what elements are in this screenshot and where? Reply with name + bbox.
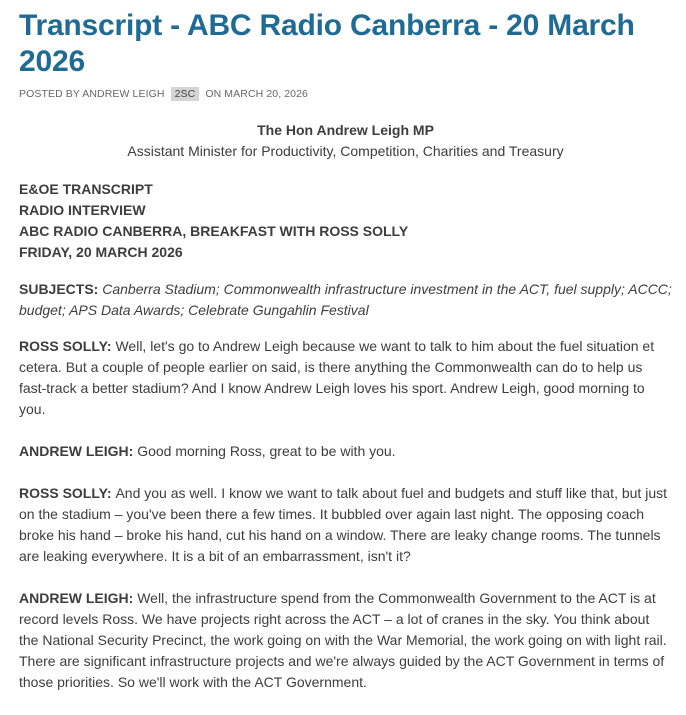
paragraph-text: Well, the infrastructure spend from the Commonwealth Government to the ACT is at record levels Ross. We have projects right across the ACT – a lot of cranes in the sky. You think about the National Security Precinct, the work going on with the War Memorial, the work going on with light rail. There are significant infrastructure projects and we're always guided by the ACT Government in terms of those priorities. So we'll work with the ACT Government. — [19, 590, 667, 690]
subjects-label: SUBJECTS: — [19, 281, 103, 297]
speaker-label: ANDREW LEIGH: — [19, 443, 138, 459]
header-line: ABC RADIO CANBERRA, BREAKFAST WITH ROSS SOLLY — [19, 223, 409, 239]
category-tag[interactable]: 2SC — [171, 87, 200, 101]
transcript-paragraph — [19, 588, 672, 693]
paragraph-text: Well, let's go to Andrew Leigh because we want to talk to him about the fuel situation et cetera. But a couple of people earlier on said, is there anything the Commonwealth can do to help us fast-track a better stadium? And I know Andrew Leigh loves his sport. Andrew Leigh, good morning to you. — [19, 338, 655, 417]
transcript-header — [19, 179, 672, 263]
header-line: RADIO INTERVIEW — [19, 202, 146, 218]
subjects — [19, 279, 672, 321]
speaker-label: ROSS SOLLY: — [19, 485, 116, 501]
post-date: ON MARCH 20, 2026 — [205, 88, 308, 100]
speaker-label: ANDREW LEIGH: — [19, 590, 138, 606]
transcript-paragraph — [19, 336, 672, 420]
speaker-label: ROSS SOLLY: — [19, 338, 116, 354]
minister-block — [19, 120, 672, 162]
subjects-text: Canberra Stadium; Commonwealth infrastructure investment in the ACT, fuel supply; ACCC; budget; APS Data Awards; Celebrate Gungahlin Festival — [19, 281, 672, 318]
header-line: E&OE TRANSCRIPT — [19, 181, 153, 197]
minister-name: The Hon Andrew Leigh MP — [257, 122, 434, 138]
minister-role: Assistant Minister for Productivity, Competition, Charities and Treasury — [127, 143, 564, 159]
posted-by: POSTED BY ANDREW LEIGH — [19, 88, 165, 100]
header-line: FRIDAY, 20 MARCH 2026 — [19, 244, 183, 260]
post-meta — [19, 88, 672, 100]
paragraph-text: And you as well. I know we want to talk about fuel and budgets and stuff like that, but just on the stadium – you've been there a few times. It bubbled over again last night. The opposing coach broke his hand – broke his hand, cut his hand on a window. There are leaky change rooms. The tunnels are leaking everywhere. It is a bit of an embarrassment, isn't it? — [19, 485, 667, 564]
page-title: Transcript - ABC Radio Canberra - 20 March 2026 — [19, 9, 635, 78]
paragraph-text: Good morning Ross, great to be with you. — [137, 443, 396, 459]
transcript-paragraph — [19, 483, 672, 567]
transcript-paragraph — [19, 441, 672, 462]
